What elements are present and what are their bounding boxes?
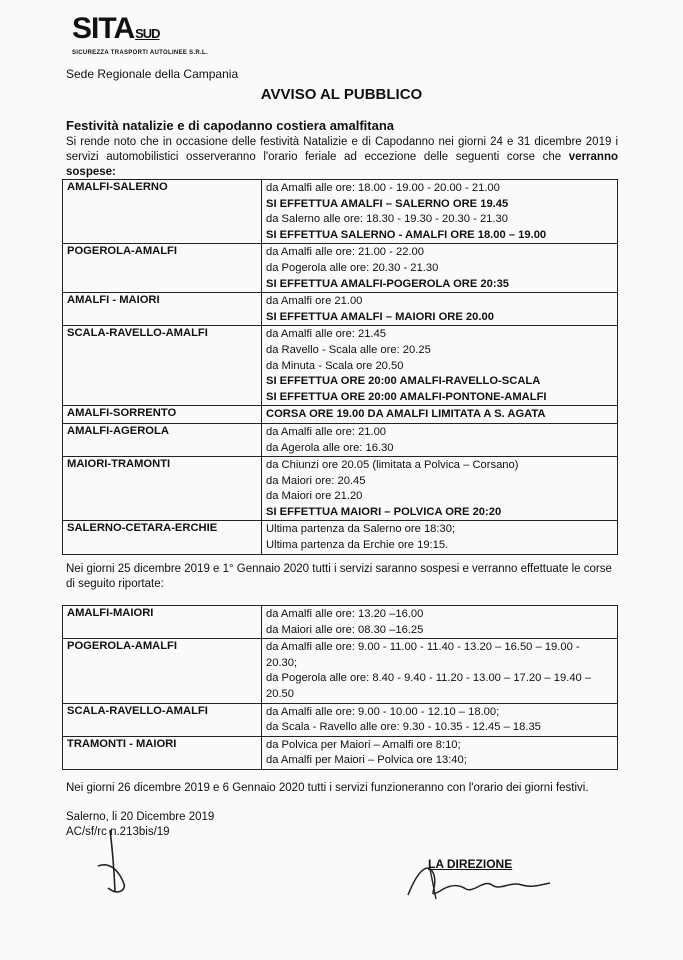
notice-title: AVVISO AL PUBBLICO — [260, 86, 423, 103]
schedule-line: da Maiori alle ore: 08.30 –16.25 — [266, 623, 424, 636]
schedule-line: da Amalfi alle ore: 9.00 - 10.00 - 12.10 – 18.00; — [266, 705, 500, 718]
route-name: AMALFI-SORRENTO — [63, 406, 262, 424]
schedule-line: 20.50 — [266, 687, 294, 700]
schedule-line: da Amalfi alle ore: 13.20 –16.00 — [266, 608, 424, 620]
schedule-note: SI EFFETTUA MAIORI – POLVICA ORE 20:20 — [266, 505, 502, 518]
intro-bold-text: verranno sospese: — [66, 151, 618, 178]
schedule-line: da Maiori ore: 20.45 — [266, 474, 366, 487]
schedule-line: da Amalfi ore 21.00 — [266, 295, 363, 308]
route-name: AMALFI-AGEROLA — [63, 423, 262, 456]
schedule-line: da Amalfi alle ore: 21.45 — [266, 328, 387, 341]
route-name: TRAMONTI - MAIORI — [63, 736, 262, 769]
schedule-line: da Chiunzi ore 20.05 (limitata a Polvica – Corsano) — [266, 459, 519, 472]
holiday-runs-table — [62, 605, 618, 770]
route-schedule — [262, 293, 618, 326]
schedule-line: da Pogerola alle ore: 8.40 - 9.40 - 11.20 - 13.00 – 17.20 – 19.40 – — [266, 672, 592, 685]
table-row — [63, 457, 618, 521]
paragraph-festive-timetable: Nei giorni 26 dicembre 2019 e 6 Gennaio 2020 tutti i servizi funzioneranno con l'orario dei giorni festivi. — [66, 782, 589, 794]
intro-paragraph — [66, 135, 618, 180]
route-schedule — [262, 326, 618, 406]
route-schedule — [262, 457, 618, 521]
office-name: Sede Regionale della Campania — [66, 67, 239, 81]
logo-suffix: SUD — [135, 26, 160, 41]
table-row — [63, 406, 618, 424]
route-name: MAIORI-TRAMONTI — [63, 457, 262, 521]
schedule-line: da Amalfi alle ore: 21.00 — [266, 425, 387, 438]
schedule-line: da Salerno alle ore: 18.30 - 19.30 - 20.30 - 21.30 — [266, 213, 508, 226]
schedule-line: da Ravello - Scala alle ore: 20.25 — [266, 343, 431, 356]
route-schedule — [262, 406, 618, 424]
reference-number: AC/sf/rc n.213bis/19 — [66, 826, 170, 838]
route-schedule — [262, 423, 618, 456]
route-name: AMALFI-MAIORI — [63, 606, 262, 639]
schedule-line: da Scala - Ravello alle ore: 9.30 - 10.35 - 12.45 – 18.35 — [266, 721, 541, 734]
table-row — [63, 639, 618, 703]
schedule-note: SI EFFETTUA SALERNO - AMALFI ORE 18.00 – 19.00 — [266, 228, 547, 241]
route-name: AMALFI-SALERNO — [63, 180, 262, 244]
schedule-line: da Amalfi alle ore: 18.00 - 19.00 - 20.00 - 21.00 — [266, 182, 500, 194]
schedule-line: da Agerola alle ore: 16.30 — [266, 441, 394, 454]
route-schedule — [262, 244, 618, 293]
schedule-line: Ultima partenza da Erchie ore 19:15. — [266, 539, 449, 552]
logo-tagline: SICUREZZA TRASPORTI AUTOLINEE S.R.L. — [72, 50, 208, 56]
table-row — [63, 521, 618, 554]
schedule-note: CORSA ORE 19.00 DA AMALFI LIMITATA A S. AGATA — [266, 408, 546, 421]
paragraph-holiday-services: Nei giorni 25 dicembre 2019 e 1° Gennaio 2020 tutti i servizi saranno sospesi e verranno effettuate le corse di seguito riportate: — [66, 563, 612, 590]
logo-main-text: SITA — [72, 12, 135, 45]
table-row — [63, 326, 618, 406]
schedule-line: 20.30; — [266, 656, 298, 669]
table-row — [63, 736, 618, 769]
route-name: POGEROLA-AMALFI — [63, 639, 262, 703]
schedule-note: SI EFFETTUA AMALFI – SALERNO ORE 19.45 — [266, 197, 509, 210]
schedule-line: Ultima partenza da Salerno ore 18:30; — [266, 523, 456, 536]
schedule-line: da Amalfi alle ore: 9.00 - 11.00 - 11.40 - 13.20 – 16.50 – 19.00 - — [266, 641, 580, 654]
route-schedule — [262, 736, 618, 769]
signatory-label: LA DIREZIONE — [428, 857, 513, 871]
table-row — [63, 180, 618, 244]
schedule-line: da Polvica per Maiori – Amalfi ore 8:10; — [266, 738, 461, 751]
table-row — [63, 293, 618, 326]
table-row — [63, 606, 618, 639]
route-name: SCALA-RAVELLO-AMALFI — [63, 326, 262, 406]
company-logo — [72, 14, 272, 56]
intro-text: Si rende noto che in occasione delle festività Natalizie e di Capodanno nei giorni 24 e 31 dicembre 2019 i servizi automobilistici osserveranno l'orario feriale ad eccezione delle seguenti corse che — [66, 136, 618, 163]
initials-signature — [88, 826, 148, 906]
suspended-runs-table — [62, 179, 618, 555]
route-name: SCALA-RAVELLO-AMALFI — [63, 703, 262, 736]
route-name: SALERNO-CETARA-ERCHIE — [63, 521, 262, 554]
schedule-note: SI EFFETTUA AMALFI – MAIORI ORE 20.00 — [266, 310, 494, 323]
schedule-line: da Minuta - Scala ore 20.50 — [266, 359, 404, 372]
table-row — [63, 244, 618, 293]
route-schedule — [262, 606, 618, 639]
schedule-note: SI EFFETTUA AMALFI-POGEROLA ORE 20:35 — [266, 277, 510, 290]
schedule-line: da Amalfi alle ore: 21.00 - 22.00 — [266, 246, 424, 259]
schedule-line: da Pogerola alle ore: 20.30 - 21.30 — [266, 261, 439, 274]
director-signature — [400, 855, 560, 905]
route-name: AMALFI - MAIORI — [63, 293, 262, 326]
table-row — [63, 703, 618, 736]
table-row — [63, 423, 618, 456]
schedule-line: da Amalfi per Maiori – Polvica ore 13:40; — [266, 754, 467, 767]
holiday-title: Festività natalizie e di capodanno costiera amalfitana — [66, 118, 394, 133]
route-name: POGEROLA-AMALFI — [63, 244, 262, 293]
schedule-note: SI EFFETTUA ORE 20:00 AMALFI-PONTONE-AMALFI — [266, 390, 547, 403]
schedule-note: SI EFFETTUA ORE 20:00 AMALFI-RAVELLO-SCALA — [266, 375, 541, 388]
route-schedule — [262, 180, 618, 244]
route-schedule — [262, 521, 618, 554]
route-schedule — [262, 639, 618, 703]
place-date: Salerno, li 20 Dicembre 2019 — [66, 811, 215, 823]
schedule-line: da Maiori ore 21.20 — [266, 490, 363, 503]
route-schedule — [262, 703, 618, 736]
